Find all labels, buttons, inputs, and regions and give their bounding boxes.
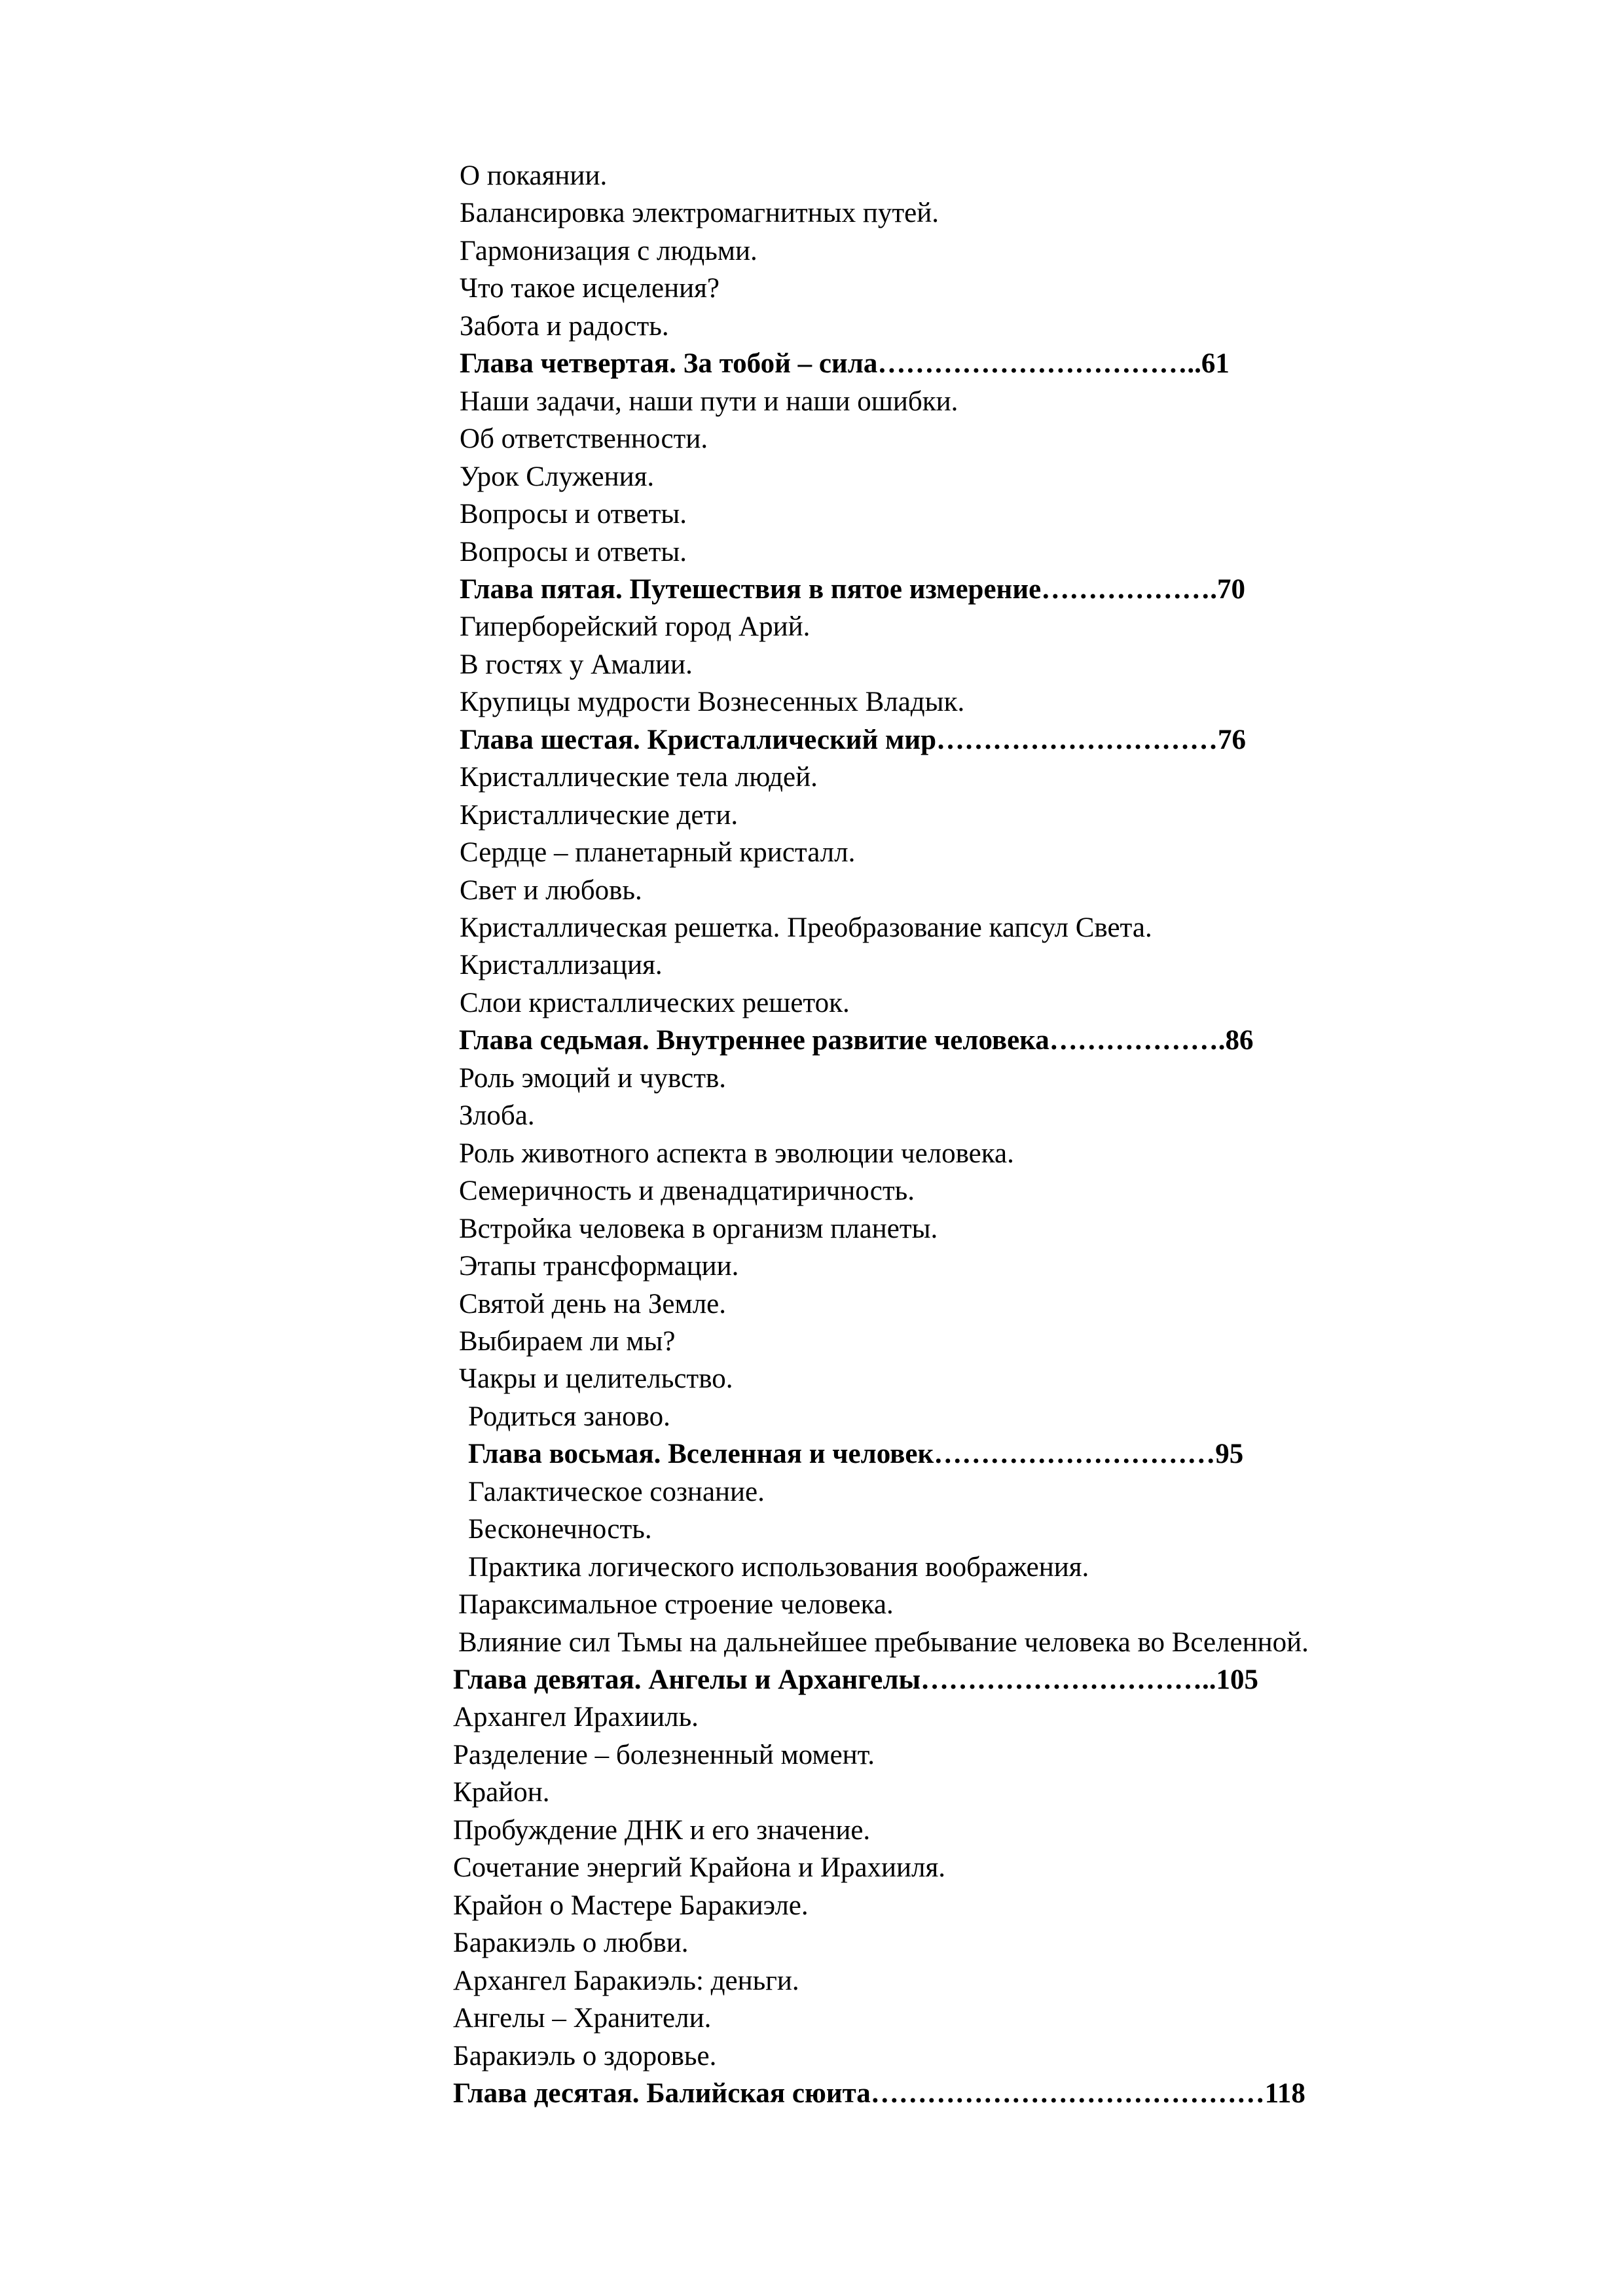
chapter-heading: Глава четвертая. За тобой – сила……………………………..61 — [460, 348, 1230, 379]
chapter-heading: Глава пятая. Путешествия в пятое измерение……………….70 — [460, 574, 1245, 605]
section-entry: Свет и любовь. — [460, 875, 642, 906]
section-entry: Злоба. — [459, 1100, 535, 1131]
section-entry: Крайон о Мастере Баракиэле. — [453, 1890, 809, 1921]
section-entry: Пробуждение ДНК и его значение. — [453, 1815, 871, 1846]
chapter-heading: Глава седьмая. Внутреннее развитие человека……………….86 — [459, 1025, 1254, 1056]
section-entry: Разделение – болезненный момент. — [453, 1740, 875, 1770]
section-entry: Роль животного аспекта в эволюции человека. — [459, 1138, 1014, 1169]
section-entry: Баракиэль о здоровье. — [453, 2041, 717, 2072]
section-entry: Чакры и целительство. — [459, 1363, 733, 1394]
section-entry: Кристаллизация. — [460, 950, 663, 980]
section-entry: О покаянии. — [460, 160, 608, 191]
chapter-heading: Глава девятая. Ангелы и Архангелы…………………………..105 — [453, 1664, 1259, 1695]
chapter-heading: Глава восьмая. Вселенная и человек…………………………95 — [468, 1439, 1244, 1469]
section-entry: Сочетание энергий Крайона и Ирахииля. — [453, 1852, 946, 1883]
section-entry: Галактическое сознание. — [468, 1477, 765, 1507]
section-entry: Вопросы и ответы. — [460, 537, 687, 567]
section-entry: Сердце – планетарный кристалл. — [460, 837, 856, 868]
section-entry: Наши задачи, наши пути и наши ошибки. — [460, 386, 958, 417]
section-entry: Что такое исцеления? — [460, 273, 720, 304]
section-entry: Забота и радость. — [460, 311, 669, 342]
section-entry: Архангел Ирахииль. — [453, 1702, 699, 1732]
section-entry: Баракиэль о любви. — [453, 1928, 689, 1958]
section-entry: Встройка человека в организм планеты. — [459, 1213, 938, 1244]
section-entry: Балансировка электромагнитных путей. — [460, 198, 939, 228]
section-entry: В гостях у Амалии. — [460, 649, 693, 680]
section-entry: Кристаллическая решетка. Преобразование капсул Света. — [460, 912, 1152, 943]
section-entry: Родиться заново. — [468, 1401, 670, 1432]
section-entry: Семеричность и двенадцатиричность. — [459, 1175, 915, 1206]
section-entry: Кристаллические дети. — [460, 800, 739, 831]
chapter-heading: Глава шестая. Кристаллический мир…………………………76 — [460, 725, 1247, 755]
section-entry: Практика логического использования воображения. — [468, 1552, 1089, 1583]
section-entry: Влияние сил Тьмы на дальнейшее пребывание человека во Вселенной. — [458, 1627, 1309, 1658]
chapter-heading: Глава десятая. Балийская сюита……………………………………118 — [453, 2078, 1305, 2109]
section-entry: Крупицы мудрости Вознесенных Владык. — [460, 687, 965, 717]
section-entry: Об ответственности. — [460, 423, 708, 454]
section-entry: Параксимальное строение человека. — [458, 1589, 894, 1620]
section-entry: Кристаллические тела людей. — [460, 762, 818, 793]
section-entry: Бесконечность. — [468, 1514, 652, 1545]
section-entry: Урок Служения. — [460, 461, 655, 492]
section-entry: Гармонизация с людьми. — [460, 236, 757, 266]
section-entry: Крайон. — [453, 1777, 550, 1808]
section-entry: Архангел Баракиэль: деньги. — [453, 1965, 799, 1996]
section-entry: Святой день на Земле. — [459, 1289, 726, 1319]
section-entry: Выбираем ли мы? — [459, 1326, 676, 1357]
section-entry: Слои кристаллических решеток. — [460, 988, 850, 1018]
section-entry: Гиперборейский город Арий. — [460, 611, 811, 642]
section-entry: Ангелы – Хранители. — [453, 2003, 712, 2034]
section-entry: Роль эмоций и чувств. — [459, 1063, 727, 1094]
section-entry: Вопросы и ответы. — [460, 499, 687, 529]
section-entry: Этапы трансформации. — [459, 1251, 739, 1282]
